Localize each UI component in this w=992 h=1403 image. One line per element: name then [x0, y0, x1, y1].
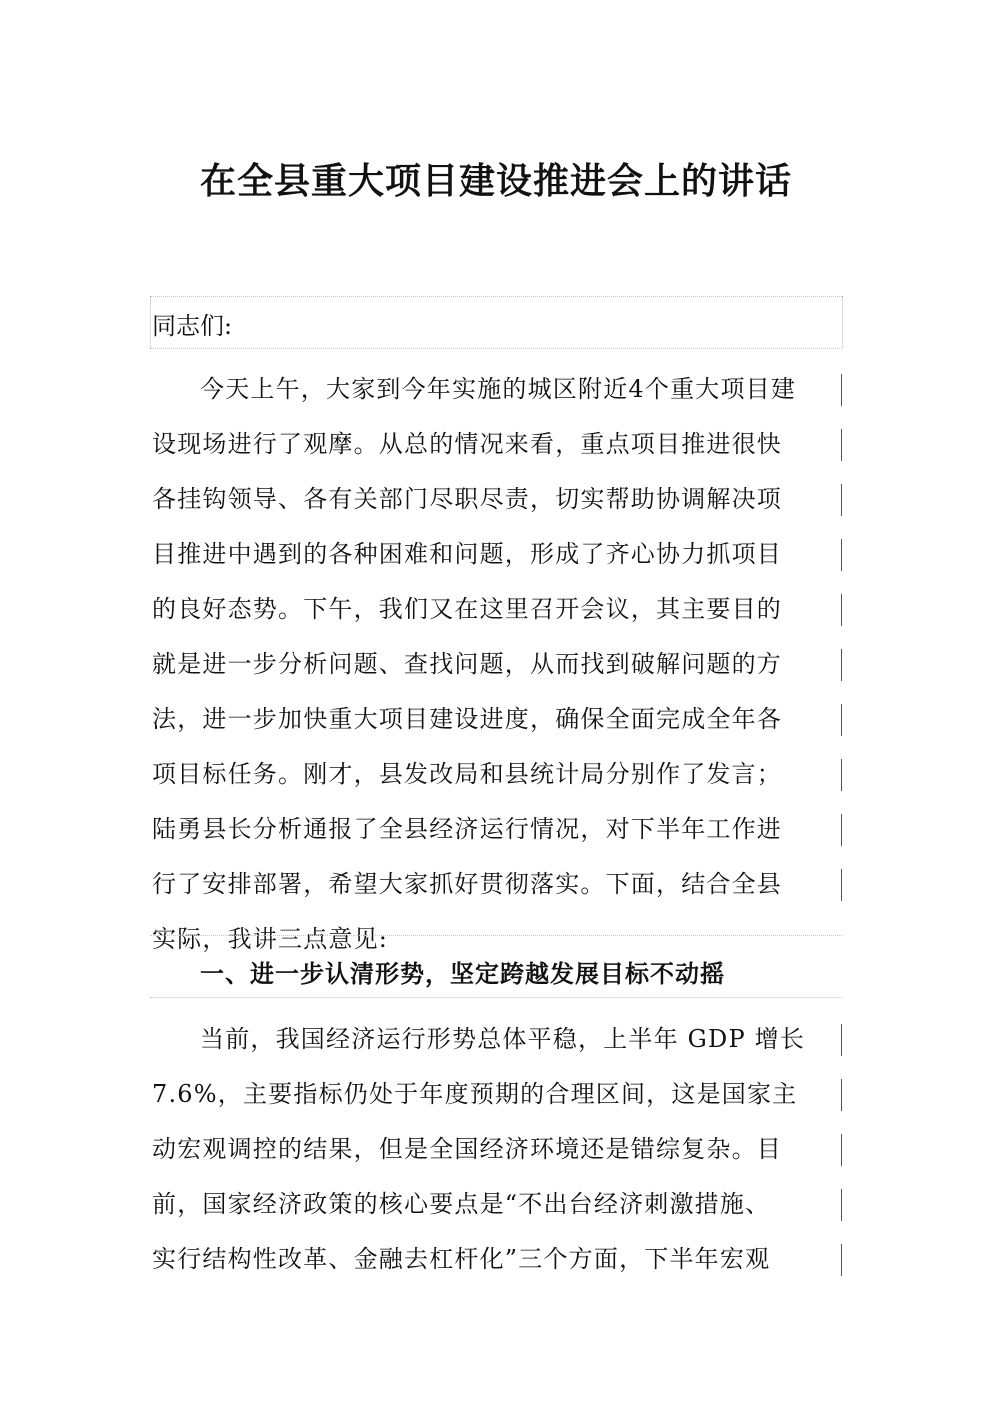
section-heading: 一、进一步认清形势，坚定跨越发展目标不动摇	[200, 959, 725, 988]
margin-guide	[842, 296, 843, 348]
paragraph-line: 法，进一步加快重大项目建设进度，确保全面完成全年各	[152, 692, 840, 747]
paragraph-1	[152, 362, 840, 967]
paragraph-line: 行了安排部署，希望大家抓好贯彻落实。下面，结合全县	[152, 857, 840, 912]
paragraph-line: 动宏观调控的结果，但是全国经济环境还是错综复杂。目	[152, 1122, 840, 1177]
paragraph-line: 设现场进行了观摩。从总的情况来看，重点项目推进很快	[152, 417, 840, 472]
paragraph-line: 实际，我讲三点意见:	[152, 925, 389, 953]
paragraph-line: 就是进一步分析问题、查找问题，从而找到破解问题的方	[152, 637, 840, 692]
paragraph-line: 项目标任务。刚才，县发改局和县统计局分别作了发言；	[152, 747, 840, 802]
paragraph-line: 7.6%，主要指标仍处于年度预期的合理区间，这是国家主	[152, 1067, 840, 1122]
paragraph-line: 当前，我国经济运行形势总体平稳，上半年 GDP 增长	[152, 1012, 840, 1067]
paragraph-line: 各挂钩领导、各有关部门尽职尽责，切实帮助协调解决项	[152, 472, 840, 527]
paragraph-line: 今天上午，大家到今年实施的城区附近4个重大项目建	[152, 362, 840, 417]
paragraph-line: 目推进中遇到的各种困难和问题，形成了齐心协力抓项目	[152, 527, 840, 582]
paragraph-line: 实行结构性改革、金融去杠杆化”三个方面，下半年宏观	[152, 1232, 840, 1287]
salutation: 同志们:	[152, 312, 233, 340]
paragraph-line: 陆勇县长分析通报了全县经济运行情况，对下半年工作进	[152, 802, 840, 857]
document-title: 在全县重大项目建设推进会上的讲话	[199, 160, 792, 202]
paragraph-line: 前，国家经济政策的核心要点是“不出台经济刺激措施、	[152, 1177, 840, 1232]
divider	[150, 997, 842, 998]
margin-guide	[150, 296, 151, 348]
divider	[150, 348, 842, 349]
divider	[150, 296, 842, 297]
paragraph-2	[152, 1012, 840, 1287]
divider	[150, 935, 842, 936]
paragraph-line: 的良好态势。下午，我们又在这里召开会议，其主要目的	[152, 582, 840, 637]
